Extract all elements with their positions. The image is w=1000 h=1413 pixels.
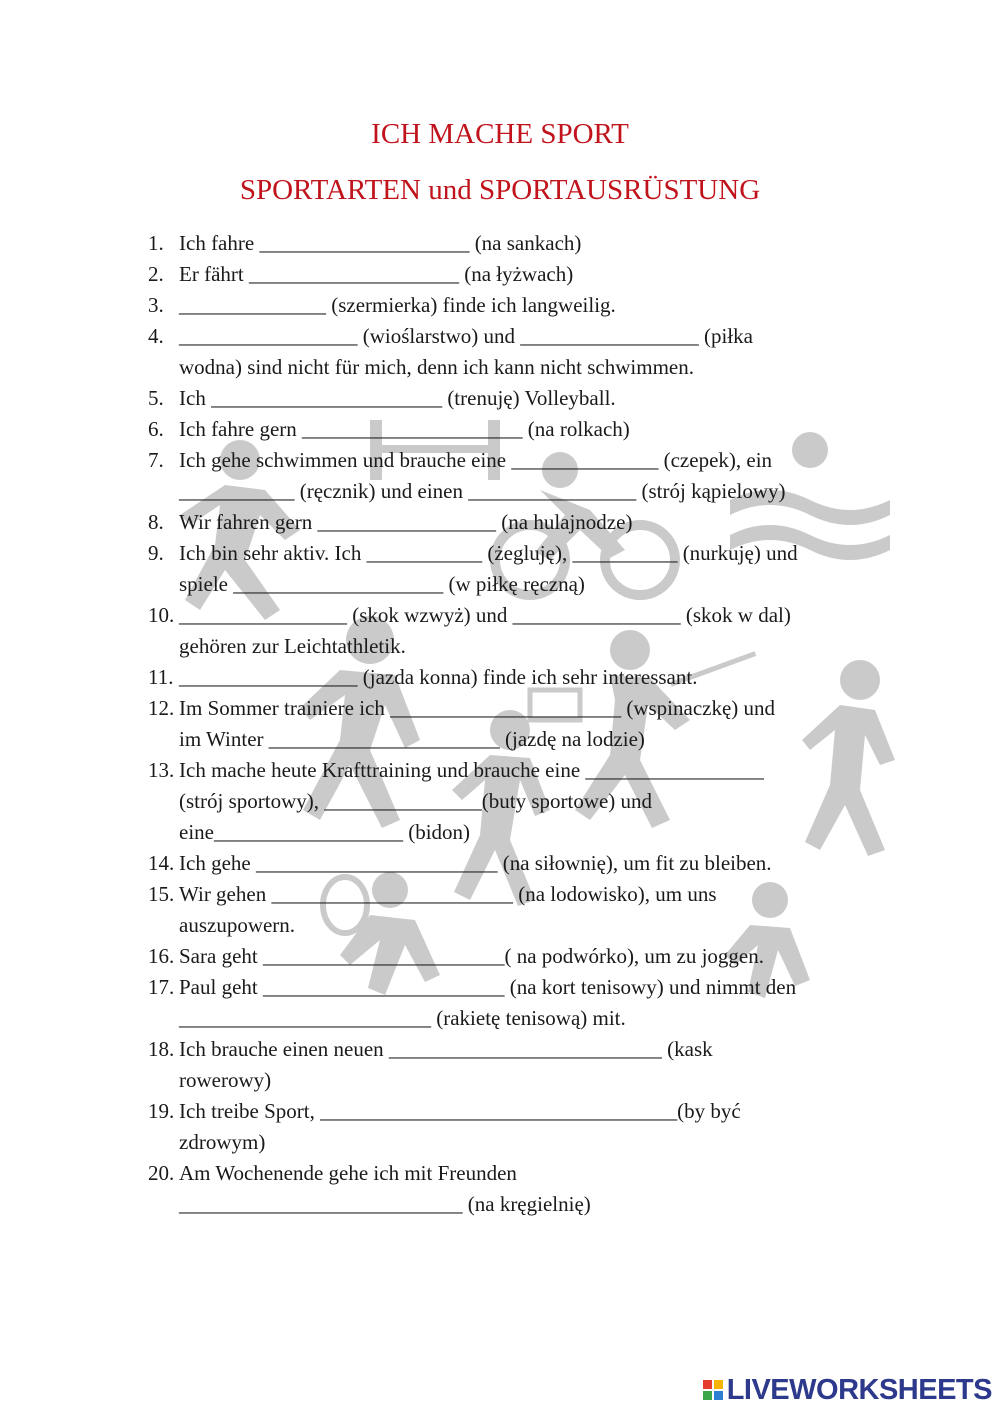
exercise-item: [148, 507, 888, 538]
exercise-text: wodna) sind nicht für mich, denn ich kann nicht schwimmen.: [179, 355, 694, 379]
exercise-number: 11.: [148, 665, 174, 689]
exercise-number: 12.: [148, 696, 175, 720]
exercise-item: [148, 848, 888, 879]
exercise-text: Am Wochenende gehe ich mit Freunden: [179, 1161, 517, 1185]
exercise-number: 14.: [148, 851, 175, 875]
exercise-item: [148, 538, 888, 600]
exercise-text: Wir fahren gern _________________ (na hulajnodze): [179, 510, 633, 534]
logo-mark-icon: [703, 1380, 723, 1400]
exercise-text: rowerowy): [179, 1068, 272, 1092]
logo-text: LIVEWORKSHEETS: [726, 1373, 992, 1406]
exercise-text: Paul geht _______________________ (na kort tenisowy) und nimmt den: [179, 975, 797, 999]
exercise-text: _________________ (wioślarstwo) und _________________ (piłka: [179, 324, 753, 348]
exercise-item: [148, 1034, 888, 1096]
exercise-text: zdrowym): [179, 1130, 266, 1154]
exercise-number: 5.: [148, 386, 164, 410]
exercise-text: Sara geht _______________________( na podwórko), um zu joggen.: [179, 944, 764, 968]
exercise-number: 3.: [148, 293, 164, 317]
exercise-item: [148, 414, 888, 445]
exercise-item: [148, 755, 888, 848]
exercise-text: (strój sportowy), _______________(buty sportowe) und: [179, 789, 653, 813]
exercise-text: Ich fahre gern _____________________ (na rolkach): [179, 417, 630, 441]
exercise-text: Ich ______________________ (trenuję) Volleyball.: [179, 386, 616, 410]
exercise-text: Ich gehe schwimmen und brauche eine ______________ (czepek), ein: [179, 448, 773, 472]
exercise-text: Ich bin sehr aktiv. Ich ___________ (żegluję), __________ (nurkuję) und: [179, 541, 798, 565]
exercise-text: Er fährt ____________________ (na łyżwach): [179, 262, 574, 286]
page-title: ICH MACHE SPORT: [371, 118, 629, 150]
exercise-item: [148, 228, 888, 259]
exercise-item: [148, 1096, 888, 1158]
page-subtitle: SPORTARTEN und SPORTAUSRÜSTUNG: [239, 174, 761, 206]
exercise-text: Ich mache heute Krafttraining und brauche eine _________________: [179, 758, 764, 782]
exercise-text: ________________ (skok wzwyż) und ________________ (skok w dal): [179, 603, 791, 627]
liveworksheets-logo: [703, 1373, 992, 1407]
exercise-item: [148, 259, 888, 290]
exercise-item: [148, 1158, 888, 1220]
exercise-number: 1.: [148, 231, 164, 255]
exercise-number: 4.: [148, 324, 164, 348]
exercise-text: ___________________________ (na kręgielnię): [179, 1192, 591, 1216]
exercise-text: ___________ (ręcznik) und einen ________________ (strój kąpielowy): [179, 479, 786, 503]
exercise-number: 13.: [148, 758, 175, 782]
exercise-text: Im Sommer trainiere ich ______________________ (wspinaczkę) und: [179, 696, 776, 720]
exercise-item: [148, 321, 888, 383]
exercise-number: 9.: [148, 541, 164, 565]
exercise-number: 15.: [148, 882, 175, 906]
exercise-text: ______________ (szermierka) finde ich langweilig.: [179, 293, 616, 317]
exercise-item: [148, 972, 888, 1034]
exercise-text: spiele ____________________ (w piłkę ręczną): [179, 572, 585, 596]
exercise-item: [148, 383, 888, 414]
exercise-item: [148, 662, 888, 693]
exercise-number: 8.: [148, 510, 164, 534]
exercise-text: _________________ (jazda konna) finde ich sehr interessant.: [179, 665, 698, 689]
exercise-item: [148, 600, 888, 662]
exercise-number: 20.: [148, 1161, 175, 1185]
exercise-number: 18.: [148, 1037, 175, 1061]
exercise-text: ________________________ (rakietę tenisową) mit.: [179, 1006, 626, 1030]
exercise-text: auszupowern.: [179, 913, 296, 937]
exercise-text: eine__________________ (bidon): [179, 820, 471, 844]
exercise-item: [148, 693, 888, 755]
exercise-item: [148, 879, 888, 941]
exercise-number: 16.: [148, 944, 175, 968]
exercise-number: 17.: [148, 975, 175, 999]
exercise-item: [148, 290, 888, 321]
exercise-text: gehören zur Leichtathletik.: [179, 634, 406, 658]
exercise-number: 7.: [148, 448, 164, 472]
exercise-text: Ich fahre ____________________ (na sankach): [179, 231, 582, 255]
exercise-number: 10.: [148, 603, 175, 627]
exercise-text: Wir gehen _______________________ (na lodowisko), um uns: [179, 882, 717, 906]
exercise-number: 2.: [148, 262, 164, 286]
exercise-text: Ich treibe Sport, __________________________________(by być: [179, 1099, 741, 1123]
exercise-text: Ich gehe _______________________ (na siłownię), um fit zu bleiben.: [179, 851, 772, 875]
exercise-item: [148, 445, 888, 507]
exercise-item: [148, 941, 888, 972]
exercise-number: 6.: [148, 417, 164, 441]
exercise-number: 19.: [148, 1099, 175, 1123]
exercise-text: im Winter ______________________ (jazdę na lodzie): [179, 727, 645, 751]
exercise-text: Ich brauche einen neuen __________________________ (kask: [179, 1037, 713, 1061]
exercise-list: [148, 228, 888, 1220]
